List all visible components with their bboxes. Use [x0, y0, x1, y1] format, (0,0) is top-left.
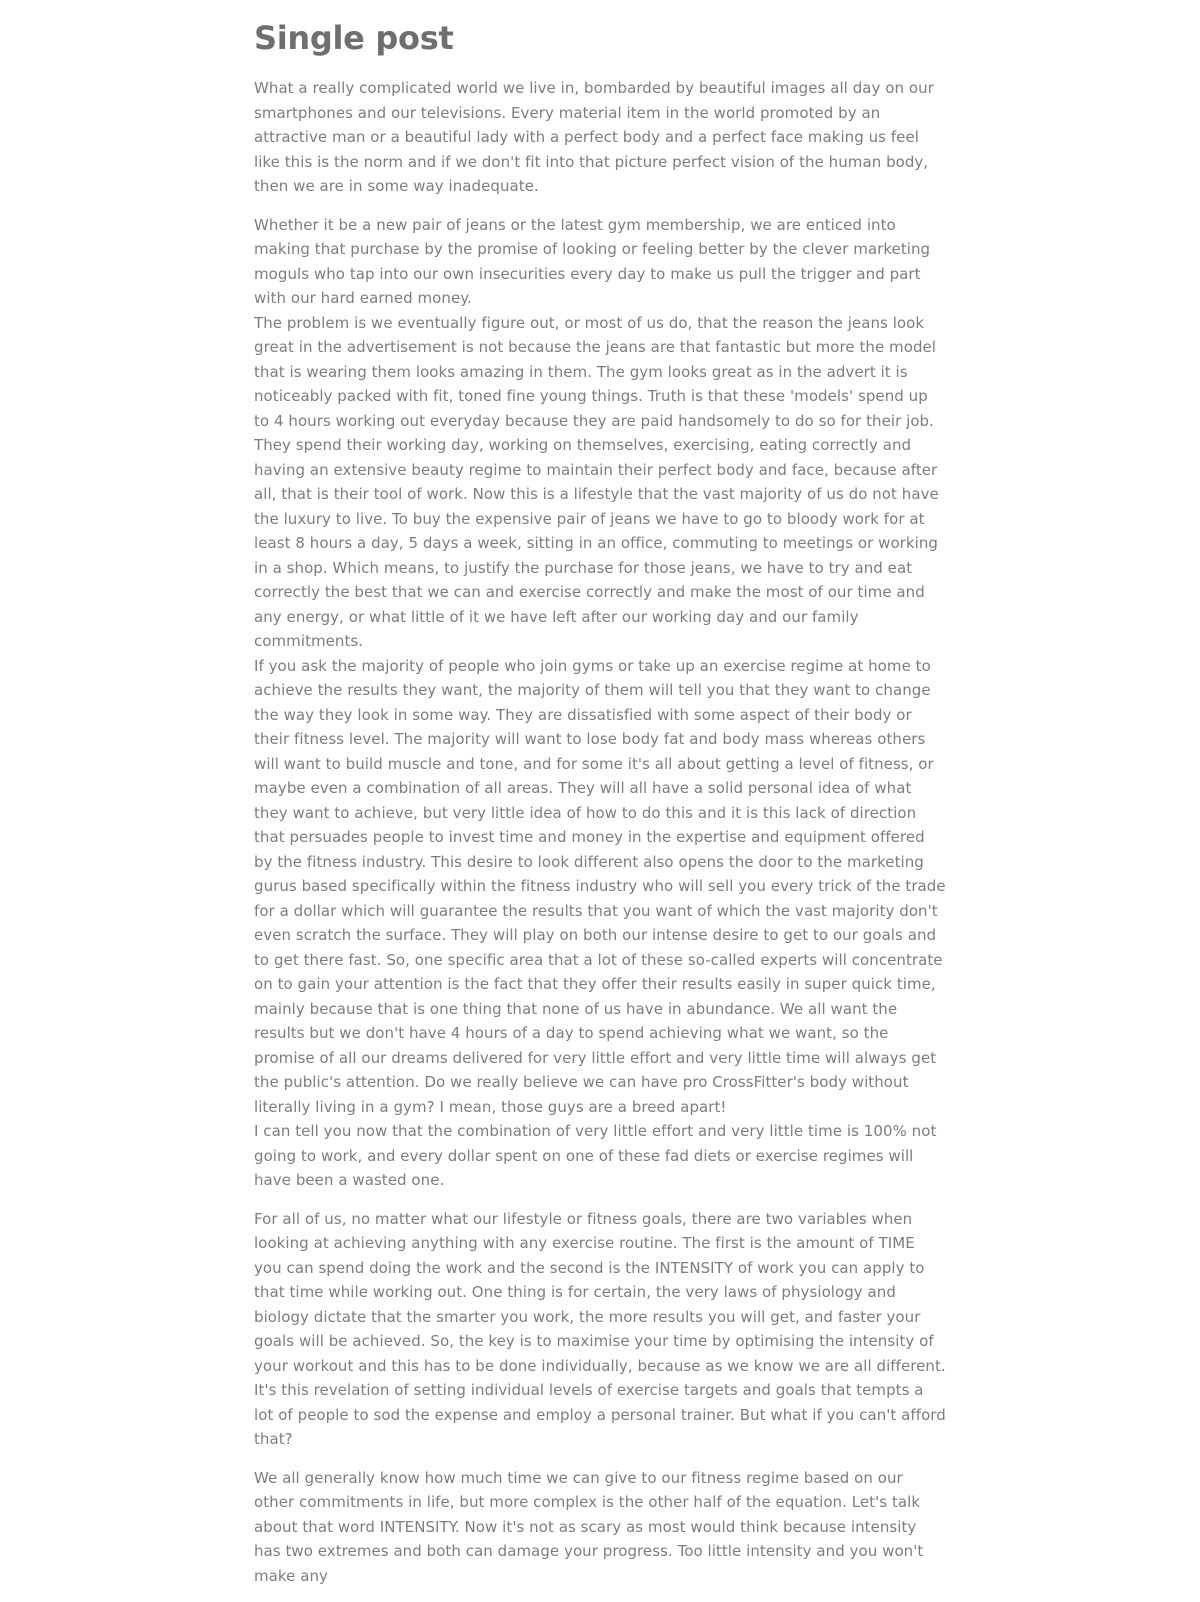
- post-paragraph-1: What a really complicated world we live in, bombarded by beautiful images all day on our smartphones and our televisions. Every material item in the world promoted by an attractive man or a beautiful lady with a perfect body and a perfect face making us feel like this is the norm and if we don't fit into that picture perfect vision of the human body, then we are in some way inadequate.: [254, 79, 934, 195]
- post-paragraph-3: The problem is we eventually figure out, or most of us do, that the reason the jeans look great in the advertisement is not because the jeans are that fantastic but more the model that is wearing them looks amazing in them. The gym looks great as in the advert it is noticeably packed with fit, toned fine young things. Truth is that these 'models' spend up to 4 hours working out everyday because they are paid handsomely to do so for their job. They spend their working day, working on themselves, exercising, eating correctly and having an extensive beauty regime to maintain their perfect body and face, because after all, that is their tool of work. Now this is a lifestyle that the vast majority of us do not have the luxury to live. To buy the expensive pair of jeans we have to go to bloody work for at least 8 hours a day, 5 days a week, sitting in an office, commuting to meetings or working in a shop. Which means, to justify the purchase for those jeans, we have to try and eat correctly the best that we can and exercise correctly and make the most of our time and any energy, or what little of it we have left after our working day and our family commitments.: [254, 313, 939, 650]
- post-paragraph-7: We all generally know how much time we can give to our fitness regime based on our other commitments in life, but more complex is the other half of the equation. Let's talk about that word INTENSITY. Now it's not as scary as most would think because intensity has two extremes and both can damage your progress. Too little intensity and you won't make any: [254, 1468, 924, 1585]
- single-post-article: [254, 18, 946, 1602]
- post-title: Single post: [254, 19, 454, 57]
- post-paragraph-2: Whether it be a new pair of jeans or the latest gym membership, we are enticed into making that purchase by the promise of looking or feeling better by the clever marketing moguls who tap into our own insecurities every day to make us pull the trigger and part with our hard earned money.: [254, 215, 931, 307]
- post-paragraph-6: For all of us, no matter what our lifestyle or fitness goals, there are two variables when looking at achieving anything with any exercise routine. The first is the amount of TIME you can spend doing the work and the second is the INTENSITY of work you can apply to that time while working out. One thing is for certain, the very laws of physiology and biology dictate that the smarter you work, the more results you will get, and faster your goals will be achieved. So, the key is to maximise your time by optimising the intensity of your workout and this has to be done individually, because as we know we are all different. It's this revelation of setting individual levels of exercise targets and goals that tempts a lot of people to sod the expense and employ a personal trainer. But what if you can't afford that?: [254, 1209, 946, 1448]
- post-paragraph-5: I can tell you now that the combination of very little effort and very little time is 100% not going to work, and every dollar spent on one of these fad diets or exercise regimes will have been a wasted one.: [254, 1122, 937, 1189]
- post-paragraph-4: If you ask the majority of people who join gyms or take up an exercise regime at home to achieve the results they want, the majority of them will tell you that they want to change the way they look in some way. They are dissatisfied with some aspect of their body or their fitness level. The majority will want to lose body fat and body mass whereas others will want to build muscle and tone, and for some it's all about getting a level of fitness, or maybe even a combination of all areas. They will all have a solid personal idea of what they want to achieve, but very little idea of how to do this and it is this lack of direction that persuades people to invest time and money in the expertise and equipment offered by the fitness industry. This desire to look different also opens the door to the marketing gurus based specifically within the fitness industry who will sell you every trick of the trade for a dollar which will guarantee the results that you want of which the vast majority don't even scratch the surface. They will play on both our intense desire to get to our goals and to get there fast. So, one specific area that a lot of these so-called experts will concentrate on to gain your attention is the fact that they offer their results easily in super quick time, mainly because that is one thing that none of us have in abundance. We all want the results but we don't have 4 hours of a day to spend achieving what we want, so the promise of all our dreams delivered for very little effort and very little time will always get the public's attention. Do we really believe we can have pro CrossFitter's body without literally living in a gym? I mean, those guys are a breed apart!: [254, 656, 946, 1116]
